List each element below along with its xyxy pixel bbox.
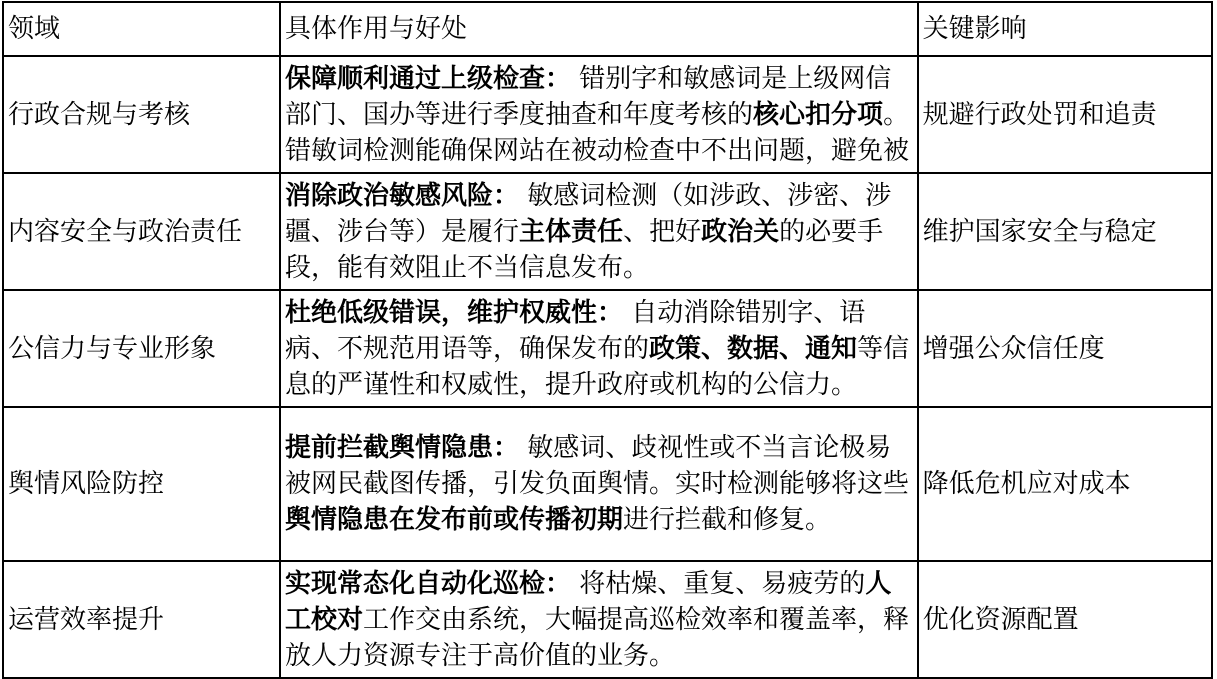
impact-cell: 维护国家安全与稳定 [918,173,1212,290]
table-row [3,407,1212,561]
comparison-table [2,1,1213,679]
description-segment: 错别字和敏感词是上级网信部门、国办等进行季度抽查和年度考核的 [285,63,892,130]
description-segment: 敏感词检测（如涉政、涉密、涉疆、涉台等）是履行 [285,180,892,247]
description-cell [280,407,918,561]
table-header-row [3,2,1212,56]
description-text [285,566,913,674]
description-segment: 人工校对 [285,568,892,635]
description-segment: 进行拦截和修复。 [623,505,832,535]
impact-cell: 规避行政处罚和追责 [918,56,1212,173]
impact-cell: 降低危机应对成本 [918,407,1212,561]
description-segment: 政策、数据、通知 [649,333,858,364]
table-row [3,290,1212,407]
domain-cell: 舆情风险防控 [3,407,280,561]
description-segment: 敏感词、歧视性或不当言论极易被网民截图传播，引发负面舆情。实时检测能够将这些 [285,433,910,499]
impact-cell: 优化资源配置 [918,561,1212,678]
impact-cell: 增强公众信任度 [918,290,1212,407]
description-lead: 实现常态化自动化巡检： [285,568,572,599]
description-text [285,430,913,538]
header-domain: 领域 [3,2,280,56]
description-segment: 自动消除错别字、语病、不规范用语等，确保发布的 [285,297,866,364]
domain-cell: 运营效率提升 [3,561,280,678]
domain-cell: 行政合规与考核 [3,56,280,173]
description-segment: 将枯燥、重复、易疲劳的 [571,568,866,599]
description-segment: 的必要手段，能有效阻止不当信息发布。 [285,216,884,283]
description-lead: 杜绝低级错误，维护权威性： [285,297,624,328]
description-segment: 核心扣分项 [753,99,884,130]
description-cell [280,290,918,407]
header-description: 具体作用与好处 [280,2,918,56]
description-text [285,295,913,403]
description-text [285,178,913,286]
description-text [285,61,913,169]
description-cell [280,56,918,173]
description-segment: 、把好 [623,216,702,247]
table-row [3,173,1212,290]
description-lead: 保障顺利通过上级检查： [285,63,572,94]
description-cell [280,561,918,678]
description-segment: 。错敏词检测能确保网站在被动检查中不出问题，避免被 [285,99,910,166]
header-impact: 关键影响 [918,2,1212,56]
description-segment: 舆情隐患在发布前或传播初期 [285,505,624,535]
description-lead: 消除政治敏感风险： [285,180,520,211]
table-row [3,561,1212,678]
description-segment: 等信息的严谨性和权威性，提升政府或机构的公信力。 [285,333,910,400]
description-segment: 工作交由系统，大幅提高巡检效率和覆盖率，释放人力资源专注于高价值的业务。 [285,604,910,671]
description-segment: 主体责任 [519,216,624,247]
description-segment: 政治关 [701,216,780,247]
description-cell [280,173,918,290]
domain-cell: 内容安全与政治责任 [3,173,280,290]
table-row [3,56,1212,173]
description-lead: 提前拦截舆情隐患： [285,433,520,463]
domain-cell: 公信力与专业形象 [3,290,280,407]
